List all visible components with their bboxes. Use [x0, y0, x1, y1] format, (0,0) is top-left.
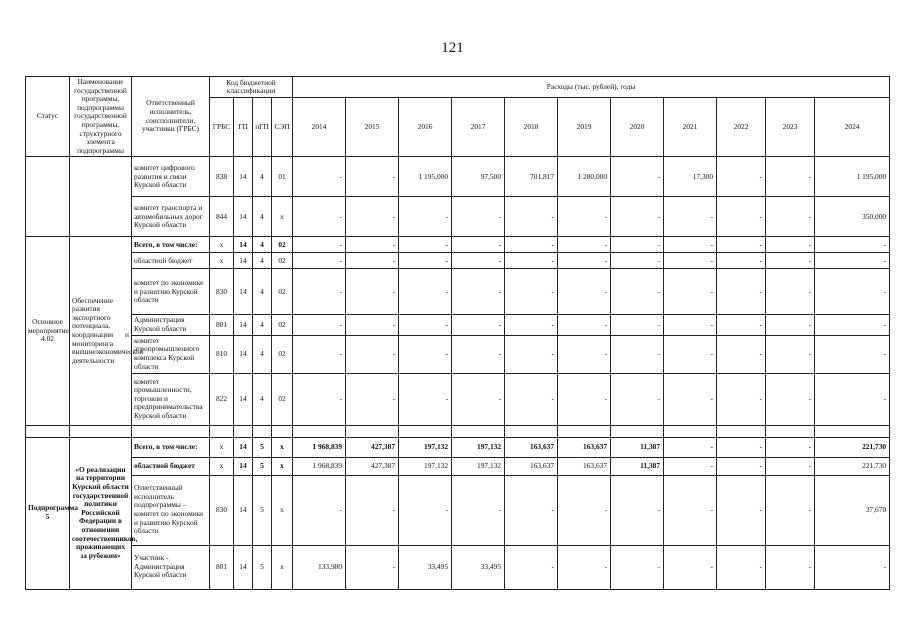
row-responsible: Администрация Курской области — [132, 315, 210, 335]
spacer-cell — [558, 425, 611, 437]
header-responsible: Ответственный исполнитель, соисполнители, участники (ГРБС) — [132, 77, 210, 157]
row-value: - — [664, 457, 717, 475]
row-code-pgp: 4 — [253, 237, 272, 253]
header-program-name: Наименование государственной программы, подпрограммы государственной программы, структурного элемента подпрограммы — [70, 77, 132, 157]
row-value: - — [664, 373, 717, 425]
row-code-pgp: 4 — [253, 315, 272, 335]
row-code-pgp: 5 — [253, 545, 272, 589]
row-program-name — [70, 157, 132, 237]
row-code-grbs: х — [210, 253, 234, 269]
row-value: - — [293, 253, 346, 269]
row-code-gp: 14 — [234, 197, 253, 237]
row-value: - — [611, 335, 664, 373]
row-code-sep: 02 — [272, 253, 293, 269]
table-row — [26, 437, 890, 457]
row-value: 133,980 — [293, 545, 346, 589]
table-row — [26, 457, 890, 475]
row-value: - — [611, 545, 664, 589]
row-value: - — [293, 335, 346, 373]
row-value: - — [664, 335, 717, 373]
header-year: 2023 — [766, 98, 815, 157]
spacer-cell — [611, 425, 664, 437]
row-value: 163,637 — [558, 457, 611, 475]
row-code-sep: 01 — [272, 157, 293, 197]
row-code-pgp: 4 — [253, 253, 272, 269]
row-value: - — [346, 475, 399, 545]
spacer-cell — [272, 425, 293, 437]
row-code-pgp: 5 — [253, 457, 272, 475]
row-value: 11,387 — [611, 437, 664, 457]
spacer-cell — [815, 425, 890, 437]
row-code-grbs: х — [210, 437, 234, 457]
row-program-name: Обеспечение развития экспортного потенциала, координации и мониторинга внешнеэкономической деятельности — [70, 237, 132, 425]
header-year: 2016 — [399, 98, 452, 157]
spacer-cell — [346, 425, 399, 437]
row-value: - — [717, 237, 766, 253]
row-code-gp: 14 — [234, 315, 253, 335]
table-row — [26, 545, 890, 589]
row-status: Подпрограмма 5 — [26, 437, 70, 589]
row-value: - — [505, 373, 558, 425]
row-code-grbs: х — [210, 457, 234, 475]
header-code-pgp: пГП — [253, 98, 272, 157]
row-value: - — [815, 373, 890, 425]
row-code-pgp: 4 — [253, 197, 272, 237]
row-value: - — [505, 253, 558, 269]
row-code-gp: 14 — [234, 157, 253, 197]
row-value: - — [766, 335, 815, 373]
row-code-sep: 02 — [272, 269, 293, 315]
row-code-pgp: 5 — [253, 437, 272, 457]
row-code-gp: 14 — [234, 237, 253, 253]
row-value: - — [717, 475, 766, 545]
row-code-grbs: 830 — [210, 269, 234, 315]
spacer-cell — [399, 425, 452, 437]
row-responsible: комитет по экономике и развитию Курской области — [132, 269, 210, 315]
row-value: - — [558, 269, 611, 315]
row-value: - — [717, 157, 766, 197]
row-value: - — [505, 315, 558, 335]
row-code-gp: 14 — [234, 437, 253, 457]
row-code-sep: 02 — [272, 315, 293, 335]
row-code-sep: х — [272, 457, 293, 475]
row-program-name: «О реализации на территории Курской области государственной политики Российской Федерации в отношении соотечественников, проживающих за рубежом» — [70, 437, 132, 589]
row-value: - — [452, 197, 505, 237]
row-code-gp: 14 — [234, 457, 253, 475]
row-code-pgp: 4 — [253, 335, 272, 373]
row-code-grbs: 830 — [210, 475, 234, 545]
row-value: 97,500 — [452, 157, 505, 197]
row-value: - — [815, 315, 890, 335]
row-value: 37,670 — [815, 475, 890, 545]
page-number: 121 — [441, 40, 464, 56]
row-value: - — [815, 269, 890, 315]
spacer-cell — [717, 425, 766, 437]
row-value: - — [505, 475, 558, 545]
row-value: - — [558, 197, 611, 237]
row-value: 701,817 — [505, 157, 558, 197]
spacer-cell — [210, 425, 234, 437]
spacer-cell — [293, 425, 346, 437]
row-code-sep: х — [272, 437, 293, 457]
row-code-gp: 14 — [234, 269, 253, 315]
row-value: - — [766, 475, 815, 545]
row-value: - — [766, 457, 815, 475]
row-value: 163,637 — [558, 437, 611, 457]
row-value: - — [611, 197, 664, 237]
row-code-gp: 14 — [234, 335, 253, 373]
row-code-sep: 02 — [272, 373, 293, 425]
row-value: 197,132 — [452, 457, 505, 475]
header-year: 2015 — [346, 98, 399, 157]
row-code-grbs: 822 — [210, 373, 234, 425]
row-value: - — [505, 197, 558, 237]
table-row — [26, 475, 890, 545]
row-responsible: областной бюджет — [132, 253, 210, 269]
table-row — [26, 335, 890, 373]
row-value: - — [399, 253, 452, 269]
row-value: - — [558, 315, 611, 335]
row-value: - — [766, 157, 815, 197]
row-value: - — [717, 269, 766, 315]
row-value: 427,387 — [346, 457, 399, 475]
row-value: - — [346, 197, 399, 237]
row-value: - — [293, 157, 346, 197]
row-value: - — [452, 315, 505, 335]
row-value: - — [293, 269, 346, 315]
row-value: - — [505, 237, 558, 253]
row-value: - — [611, 315, 664, 335]
row-responsible: комитет агропромышленного комплекса Курской области — [132, 335, 210, 373]
row-value: - — [399, 475, 452, 545]
row-code-grbs: 838 — [210, 157, 234, 197]
row-value: 221,730 — [815, 437, 890, 457]
header-year: 2022 — [717, 98, 766, 157]
spacer-cell — [766, 425, 815, 437]
row-value: - — [452, 335, 505, 373]
spacer-cell — [26, 425, 70, 437]
row-value: - — [505, 545, 558, 589]
row-value: 163,637 — [505, 457, 558, 475]
spacer-cell — [132, 425, 210, 437]
header-year: 2019 — [558, 98, 611, 157]
table-row — [26, 373, 890, 425]
row-code-sep: х — [272, 545, 293, 589]
row-code-sep: х — [272, 475, 293, 545]
row-value: - — [346, 373, 399, 425]
row-value: - — [717, 253, 766, 269]
row-value: 1 195,000 — [815, 157, 890, 197]
row-value: - — [766, 545, 815, 589]
row-value: 11,387 — [611, 457, 664, 475]
header-year: 2017 — [452, 98, 505, 157]
row-code-gp: 14 — [234, 373, 253, 425]
row-responsible: Участник - Администрация Курской области — [132, 545, 210, 589]
row-value: - — [766, 269, 815, 315]
spacer-cell — [664, 425, 717, 437]
row-code-pgp: 4 — [253, 157, 272, 197]
header-year: 2014 — [293, 98, 346, 157]
row-value: - — [717, 197, 766, 237]
table-row — [26, 315, 890, 335]
row-value: - — [717, 335, 766, 373]
row-code-pgp: 4 — [253, 373, 272, 425]
row-value: - — [293, 315, 346, 335]
row-value: - — [815, 335, 890, 373]
row-code-sep: 02 — [272, 237, 293, 253]
row-responsible: комитет цифрового развития и связи Курской области — [132, 157, 210, 197]
row-responsible: комитет транспорта и автомобильных дорог Курской области — [132, 197, 210, 237]
row-value: - — [505, 269, 558, 315]
row-value: - — [717, 437, 766, 457]
row-value: 1 968,839 — [293, 437, 346, 457]
row-value: - — [766, 197, 815, 237]
row-value: - — [766, 237, 815, 253]
row-value: - — [346, 315, 399, 335]
row-value: - — [717, 315, 766, 335]
row-value: - — [664, 437, 717, 457]
row-responsible: областной бюджет — [132, 457, 210, 475]
row-value: 197,132 — [399, 457, 452, 475]
row-value: - — [293, 475, 346, 545]
row-code-grbs: 844 — [210, 197, 234, 237]
row-responsible: комитет промышленности, торговли и предпринимательства Курской области — [132, 373, 210, 425]
row-status — [26, 157, 70, 237]
row-code-grbs: 801 — [210, 545, 234, 589]
table-row — [26, 253, 890, 269]
row-responsible: Всего, в том числе: — [132, 437, 210, 457]
row-value: - — [293, 373, 346, 425]
row-value: - — [611, 253, 664, 269]
header-status: Статус — [26, 77, 70, 157]
header-expenses: Расходы (тыс. рублей), годы — [293, 77, 890, 98]
row-value: - — [766, 373, 815, 425]
row-code-grbs: 810 — [210, 335, 234, 373]
row-responsible: Ответственный исполнитель подпрограммы – комитет по экономике и развитию Курской области — [132, 475, 210, 545]
row-value: - — [346, 253, 399, 269]
row-value: 17,300 — [664, 157, 717, 197]
row-value: - — [399, 373, 452, 425]
row-value: - — [346, 335, 399, 373]
row-value: - — [815, 237, 890, 253]
row-value: - — [558, 373, 611, 425]
row-value: - — [293, 237, 346, 253]
row-value: - — [717, 373, 766, 425]
row-code-pgp: 4 — [253, 269, 272, 315]
row-code-sep: х — [272, 197, 293, 237]
row-value: - — [558, 545, 611, 589]
row-value: - — [346, 269, 399, 315]
row-value: - — [558, 475, 611, 545]
row-value: - — [611, 157, 664, 197]
spacer-cell — [253, 425, 272, 437]
row-value: 163,637 — [505, 437, 558, 457]
row-value: 197,132 — [452, 437, 505, 457]
row-value: - — [505, 335, 558, 373]
spacer-row — [26, 425, 890, 437]
row-value: 1 968,839 — [293, 457, 346, 475]
row-value: - — [611, 475, 664, 545]
spacer-cell — [505, 425, 558, 437]
row-value: - — [717, 457, 766, 475]
row-value: 427,387 — [346, 437, 399, 457]
table-row — [26, 237, 890, 253]
row-value: - — [346, 545, 399, 589]
row-value: 33,495 — [399, 545, 452, 589]
row-value: - — [558, 253, 611, 269]
row-value: - — [664, 253, 717, 269]
row-value: - — [664, 545, 717, 589]
row-code-grbs: х — [210, 237, 234, 253]
row-code-gp: 14 — [234, 545, 253, 589]
header-code-sep: СЭП — [272, 98, 293, 157]
spacer-cell — [70, 425, 132, 437]
header-year: 2024 — [815, 98, 890, 157]
row-value: - — [664, 475, 717, 545]
row-status: Основное мероприятие 4.02 — [26, 237, 70, 425]
row-code-gp: 14 — [234, 253, 253, 269]
row-value: - — [558, 237, 611, 253]
spacer-cell — [234, 425, 253, 437]
header-year: 2021 — [664, 98, 717, 157]
spacer-cell — [452, 425, 505, 437]
row-value: - — [664, 269, 717, 315]
row-value: - — [664, 237, 717, 253]
row-value: - — [346, 237, 399, 253]
header-year: 2018 — [505, 98, 558, 157]
row-value: 1 280,000 — [558, 157, 611, 197]
row-value: - — [664, 315, 717, 335]
header-year: 2020 — [611, 98, 664, 157]
row-value: - — [558, 335, 611, 373]
row-value: - — [452, 269, 505, 315]
row-value: 197,132 — [399, 437, 452, 457]
row-value: - — [452, 237, 505, 253]
row-value: - — [399, 197, 452, 237]
table-row — [26, 269, 890, 315]
row-value: - — [399, 335, 452, 373]
row-code-sep: 02 — [272, 335, 293, 373]
row-value: - — [611, 373, 664, 425]
row-value: - — [717, 545, 766, 589]
row-value: - — [611, 269, 664, 315]
row-value: - — [664, 197, 717, 237]
row-code-gp: 14 — [234, 475, 253, 545]
row-value: - — [399, 269, 452, 315]
row-value: 350,000 — [815, 197, 890, 237]
row-value: - — [452, 253, 505, 269]
row-value: 1 195,000 — [399, 157, 452, 197]
table-row — [26, 197, 890, 237]
row-value: 33,495 — [452, 545, 505, 589]
row-responsible: Всего, в том числе: — [132, 237, 210, 253]
budget-table — [25, 76, 890, 590]
row-value: - — [452, 373, 505, 425]
row-value: - — [766, 315, 815, 335]
row-value: - — [399, 237, 452, 253]
row-value: - — [293, 197, 346, 237]
header-budget-code: Код бюджетной классификации — [210, 77, 293, 98]
row-value: - — [766, 437, 815, 457]
table-row — [26, 157, 890, 197]
row-value: - — [346, 157, 399, 197]
row-value: - — [611, 237, 664, 253]
row-value: - — [766, 253, 815, 269]
header-code-gp: ГП — [234, 98, 253, 157]
row-value: - — [452, 475, 505, 545]
header-code-grbs: ГРБС — [210, 98, 234, 157]
row-value: - — [399, 315, 452, 335]
row-code-grbs: 801 — [210, 315, 234, 335]
row-value: - — [815, 545, 890, 589]
row-value: 221,730 — [815, 457, 890, 475]
row-code-pgp: 5 — [253, 475, 272, 545]
row-value: - — [815, 253, 890, 269]
